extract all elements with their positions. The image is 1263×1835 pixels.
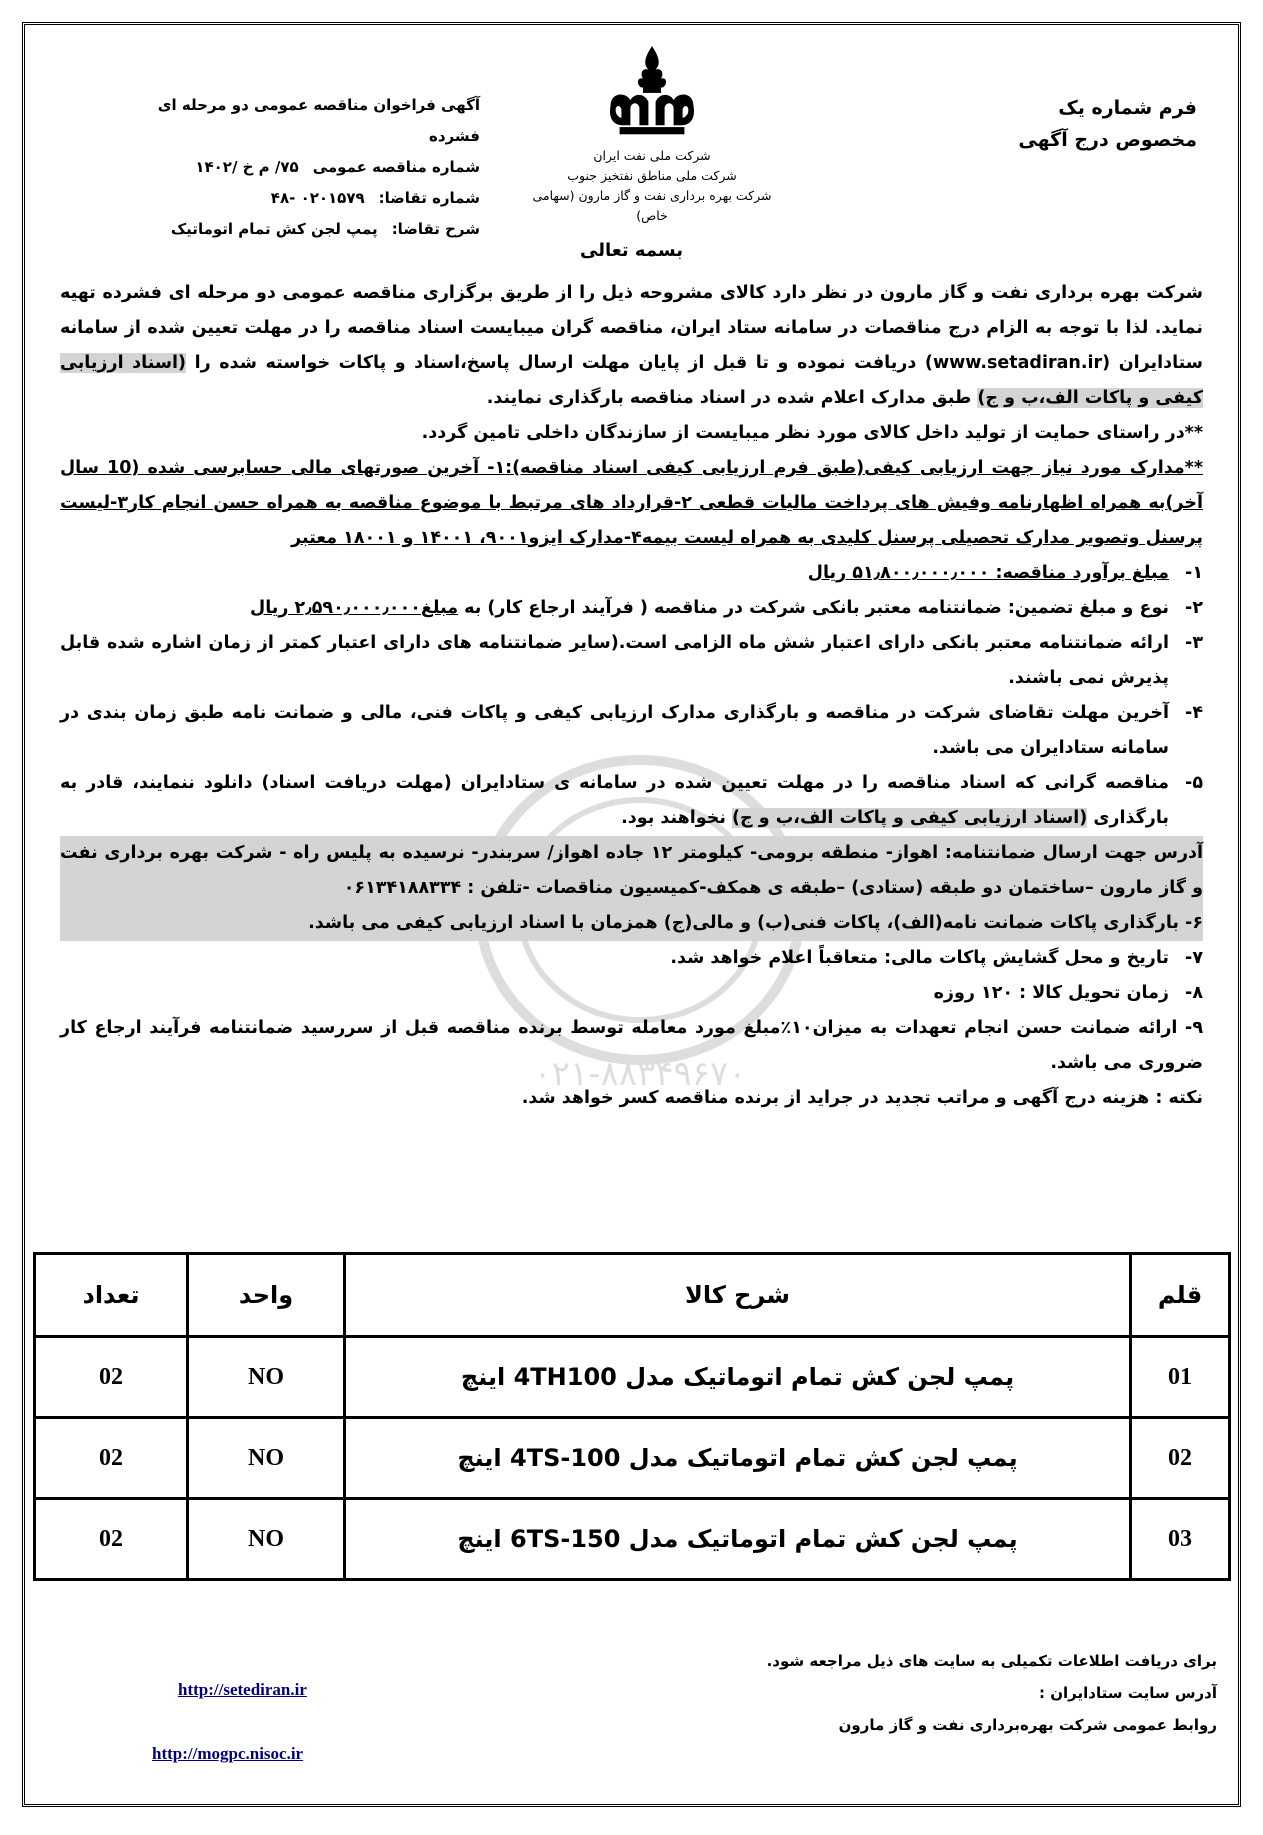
- company-line-3: شرکت بهره برداری نفت و گاز مارون (سهامی خاص): [532, 188, 772, 223]
- header-desc: شرح کالا: [345, 1254, 1131, 1337]
- bismillah: بسمه تعالی: [580, 240, 683, 261]
- cell-unit: NO: [188, 1418, 345, 1499]
- table-row: [35, 1418, 1230, 1499]
- cell-item: 03: [1131, 1499, 1230, 1580]
- envelope-upload-note: ۶- بارگذاری پاکات ضمانت نامه(الف)، پاکات فنی(ب) و مالی(ج) همزمان با اسناد ارزیابی کیفی می باشد.: [60, 906, 1203, 941]
- company-line-1: شرکت ملی نفت ایران: [593, 148, 711, 163]
- list-item: ۷- تاریخ و محل گشایش پاکات مالی: متعاقباً اعلام خواهد شد.: [670, 948, 1203, 968]
- table-row: [35, 1499, 1230, 1580]
- announcement-body: [60, 276, 1203, 1116]
- setediran-link[interactable]: http://setediran.ir: [178, 1680, 307, 1699]
- footer-line-3: روابط عمومی شرکت بهره‌برداری نفت و گاز مارون: [838, 1716, 1217, 1734]
- watermark-phone: ۰۲۱-۸۸۳۴۹۶۷۰: [533, 1054, 747, 1094]
- cell-item: 02: [1131, 1418, 1230, 1499]
- list-item: ۵- مناقصه گرانی که اسناد مناقصه را در مهلت تعیین شده در سامانه ی ستادایران (مهلت دریافت اسناد) دانلود ننمایند، قادر به بارگذاری (اسناد ارزیابی کیفی و پاکات الف،ب و ج) نخواهند بود.: [60, 773, 1203, 828]
- header-item: قلم: [1131, 1254, 1230, 1337]
- header-unit: واحد: [188, 1254, 345, 1337]
- table-row: [35, 1337, 1230, 1418]
- cell-desc: پمپ لجن کش تمام اتوماتیک مدل 4TH100 اینچ: [345, 1337, 1131, 1418]
- cell-qty: 02: [35, 1499, 188, 1580]
- list-item: ۱- مبلغ برآورد مناقصه: ۵۱٫۸۰۰٫۰۰۰٫۰۰۰ ریال: [60, 556, 1203, 591]
- form-number: فرم شماره یک: [1058, 97, 1197, 119]
- qualification-docs: **مدارک مورد نیاز جهت ارزیابی کیفی(طبق فرم ارزیابی کیفی اسناد مناقصه):۱- آخرین صورتهای مالی حسابرسی شده (10 سال آخر)به همراه اظهارنامه وفیش های پرداخت مالیات قطعی ۲-قرارداد های مرتبط با موضوع مناقصه به همراه حسن انجام کار۳-لیست پرسنل وتصویر مدارک تحصیلی پرسنل کلیدی به همراه لیست بیمه۴-مدارک ایزو۹۰۰۱، ۱۴۰۰۱ و ۱۸۰۰۱ معتبر: [60, 458, 1203, 548]
- form-header-right: [1018, 92, 1197, 156]
- cell-item: 01: [1131, 1337, 1230, 1418]
- highlight-docs: (اسناد ارزیابی کیفی و پاکات الف،ب و ج): [60, 353, 1203, 408]
- cell-desc: پمپ لجن کش تمام اتوماتیک مدل 4TS-100 اینچ: [345, 1418, 1131, 1499]
- guarantee-amount: مبلغ۲٫۵۹۰٫۰۰۰٫۰۰۰ ریال: [250, 598, 459, 618]
- mogpc-link[interactable]: http://mogpc.nisoc.ir: [152, 1744, 304, 1763]
- tender-number: ۷۵/ م خ /۱۴۰۲: [195, 158, 299, 176]
- company-line-2: شرکت ملی مناطق نفتخیز جنوب: [567, 168, 737, 183]
- cell-qty: 02: [35, 1337, 188, 1418]
- company-header: [522, 38, 782, 226]
- table-header-row: [35, 1254, 1230, 1337]
- tender-number-label: شماره مناقصه عمومی: [312, 158, 480, 176]
- domestic-support-note: **در راستای حمایت از تولید داخل کالای مورد نظر میبایست از سازندگان داخلی تامین گردد.: [421, 423, 1203, 443]
- cell-unit: NO: [188, 1499, 345, 1580]
- cell-qty: 02: [35, 1418, 188, 1499]
- footer-line-2: آدرس سایت ستادایران :: [1039, 1684, 1217, 1702]
- performance-guarantee: ۹- ارائه ضمانت حسن انجام تعهدات به میزان۱۰٪مبلغ مورد معامله توسط برنده مناقصه قبل از سررسید ضمانتنامه فرآیند ارجاع کار ضروری می باشد.: [60, 1018, 1203, 1073]
- cell-desc: پمپ لجن کش تمام اتوماتیک مدل 6TS-150 اینچ: [345, 1499, 1131, 1580]
- list-item: ۲- نوع و مبلغ تضمین: ضمانتنامه معتبر بانکی شرکت در مناقصه ( فرآیند ارجاع کار) به مبلغ۲٫۵۹۰٫۰۰۰٫۰۰۰ ریال: [250, 598, 1203, 618]
- header-qty: تعداد: [35, 1254, 188, 1337]
- cell-unit: NO: [188, 1337, 345, 1418]
- tender-estimate: مبلغ برآورد مناقصه: ۵۱٫۸۰۰٫۰۰۰٫۰۰۰ ریال: [807, 563, 1169, 583]
- request-number: ۰۲۰۱۵۷۹ -۴۸: [270, 189, 365, 207]
- request-number-row: [150, 183, 480, 214]
- list-item: ۴- آخرین مهلت تقاضای شرکت در مناقصه و بارگذاری مدارک ارزیابی کیفی و پاکات فنی، مالی و ضمانت نامه طبق زمان بندی در سامانه ستادایران می باشد.: [60, 703, 1203, 758]
- intro-paragraph: شرکت بهره برداری نفت و گاز مارون در نظر دارد کالای مشروحه ذیل را از طریق برگزاری مناقصه عمومی دو مرحله ای فشرده تهیه نماید. لذا با توجه به الزام درج مناقصات در سامانه ستاد ایران، مناقصه گران میبایست اسناد مناقصه را در مهلت تعیین شده از سامانه ستادایران (www.setadiran.ir) دریافت نموده و تا قبل از پایان مهلت ارسال پاسخ،اسناد و پاکات خواسته شده را (اسناد ارزیابی کیفی و پاکات الف،ب و ج) طبق مدارک اعلام شده در اسناد مناقصه بارگذاری نمایند.: [60, 283, 1204, 408]
- tender-number-row: [150, 152, 480, 183]
- items-table: [33, 1252, 1231, 1581]
- list-item: ۳- ارائه ضمانتنامه معتبر بانکی دارای اعتبار شش ماه الزامی است.(سایر ضمانتنامه های دارای اعتبار کمتر از زمان اشاره شده قابل پذیرش نمی باشند.: [60, 633, 1203, 688]
- request-number-label: شماره تقاضا:: [378, 189, 480, 207]
- list-item: ۸- زمان تحویل کالا : ۱۲۰ روزه: [933, 983, 1203, 1003]
- footer-line-1: برای دریافت اطلاعات تکمیلی به سایت های ذیل مراجعه شود.: [766, 1652, 1217, 1670]
- request-desc: پمپ لجن کش تمام اتوماتیک: [170, 220, 378, 238]
- announcement-title: آگهی فراخوان مناقصه عمومی دو مرحله ای فشرده: [157, 96, 480, 145]
- setadiran-url: www.setadiran.ir: [932, 353, 1103, 373]
- form-purpose: مخصوص درج آگهی: [1018, 129, 1197, 151]
- note: نکته : هزینه درج آگهی و مراتب تجدید در جراید از برنده مناقصه کسر خواهد شد.: [521, 1088, 1203, 1108]
- guarantee-address: آدرس جهت ارسال ضمانتنامه: اهواز- منطقه برومی- کیلومتر ۱۲ جاده اهواز/ سربندر- نرسیده به پلیس راه - شرکت بهره برداری نفت و گاز مارون –ساختمان دو طبقه (ستادی) –طبقه ی همکف-کمیسیون مناقصات -تلفن : ۰۶۱۳۴۱۸۸۳۳۴: [60, 836, 1203, 906]
- request-desc-label: شرح تقاضا:: [391, 220, 480, 238]
- tender-info: [150, 90, 480, 245]
- footer-info: [767, 1645, 1217, 1741]
- nioc-logo-icon: [598, 38, 706, 146]
